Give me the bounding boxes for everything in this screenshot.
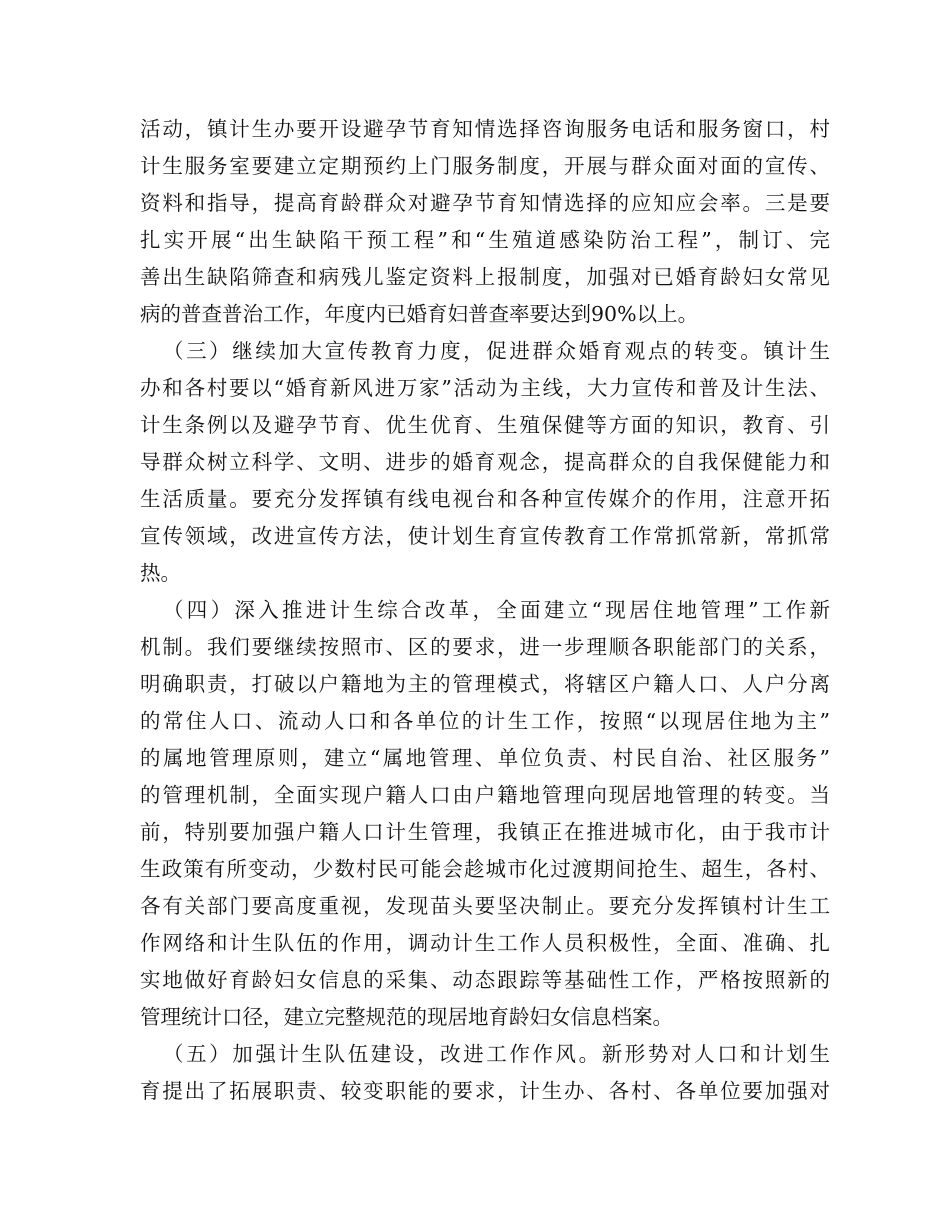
text-line: 热。 [140, 561, 181, 585]
text-line: 前，特别要加强户籍人口计生管理，我镇正在推进城市化，由于我市计 [140, 820, 830, 844]
text-line: 实地做好育龄妇女信息的采集、动态跟踪等基础性工作，严格按照新的 [140, 968, 830, 992]
paragraph-heading-line: （三）继续加大宣传教育力度，促进群众婚育观点的转变。镇计生 [163, 339, 830, 363]
text-line: 计生条例以及避孕节育、优生优育、生殖保健等方面的知识，教育、引 [140, 413, 830, 437]
text-line: 善出生缺陷筛查和病残儿鉴定资料上报制度，加强对已婚育龄妇女常见 [140, 265, 830, 289]
text-line: 作网络和计生队伍的作用，调动计生工作人员积极性，全面、准确、扎 [140, 931, 830, 955]
text-line: 的管理机制，全面实现户籍人口由户籍地管理向现居地管理的转变。当 [140, 783, 830, 807]
text-line: 各有关部门要高度重视，发现苗头要坚决制止。要充分发挥镇村计生工 [140, 894, 830, 918]
text-line: 宣传领域，改进宣传方法，使计划生育宣传教育工作常抓常新，常抓常 [140, 524, 830, 548]
text-line: 计生服务室要建立定期预约上门服务制度，开展与群众面对面的宣传、 [140, 154, 830, 178]
text-line: 生活质量。要充分发挥镇有线电视台和各种宣传媒介的作用，注意开拓 [140, 487, 830, 511]
document-body [140, 111, 830, 1110]
text-line: 办和各村要以“婚育新风进万家”活动为主线，大力宣传和普及计生法、 [140, 376, 830, 400]
text-line: 资料和指导，提高育龄群众对避孕节育知情选择的应知应会率。三是要 [140, 191, 830, 215]
paragraph-heading-line: （四）深入推进计生综合改革，全面建立“现居住地管理”工作新 [163, 598, 830, 622]
text-line: 的常住人口、流动人口和各单位的计生工作，按照“以现居住地为主” [140, 709, 830, 733]
text-line: 生政策有所变动，少数村民可能会趁城市化过渡期间抢生、超生，各村、 [140, 857, 830, 881]
text-line: 病的普查普治工作，年度内已婚育妇普查率要达到90%以上。 [140, 302, 699, 326]
text-line: 的属地管理原则，建立“属地管理、单位负责、村民自治、社区服务” [140, 746, 830, 770]
text-line: 育提出了拓展职责、较变职能的要求，计生办、各村、各单位要加强对 [140, 1079, 830, 1103]
text-line: 管理统计口径，建立完整规范的现居地育龄妇女信息档案。 [140, 1005, 673, 1029]
text-line: 导群众树立科学、文明、进步的婚育观念，提高群众的自我保健能力和 [140, 450, 830, 474]
text-line: 明确职责，打破以户籍地为主的管理模式，将辖区户籍人口、人户分离 [140, 672, 830, 696]
text-line: 扎实开展“出生缺陷干预工程”和“生殖道感染防治工程”，制订、完 [140, 228, 830, 252]
text-line: 活动，镇计生办要开设避孕节育知情选择咨询服务电话和服务窗口，村 [140, 117, 830, 141]
paragraph-heading-line: （五）加强计生队伍建设，改进工作作风。新形势对人口和计划生 [163, 1042, 830, 1066]
text-line: 机制。我们要继续按照市、区的要求，进一步理顺各职能部门的关系， [140, 635, 830, 659]
